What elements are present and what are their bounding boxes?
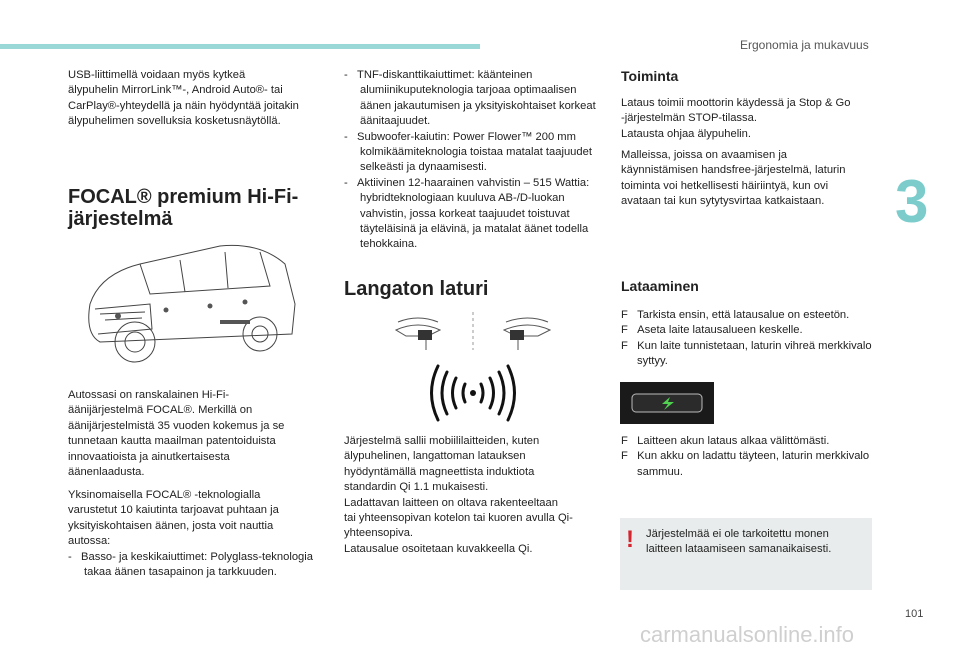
step-item — [621, 339, 879, 370]
speaker-list-item: - Aktiivinen 12-haarainen vahvistin – 515 Wattia: hybridteknologiaan kuuluva AB-/D-luokan vahvistin, jossa korkeat taajuudet toistuvat täyteläisinä ja elävinä, ja matalat äänet todella tehokkaina. — [344, 176, 590, 251]
intro-line: USB-liittimellä voidaan myös kytkeä — [68, 69, 246, 81]
text-line: äänijärjestelmistä 35 vuoden kokemus ja se — [68, 419, 285, 432]
wireless-charger-heading: Langaton laturi — [344, 278, 489, 300]
warning-note — [620, 518, 872, 590]
intro-line: älypuhelin MirrorLink™-, Android Auto®- tai — [68, 84, 283, 97]
text-line: yhteensopiva. — [344, 527, 414, 540]
focal-heading-line: FOCAL® premium Hi-Fi- — [68, 186, 299, 208]
step-text: Laitteen akun lataus alkaa välittömästi. — [637, 435, 830, 447]
warning-icon: ! — [626, 526, 634, 553]
operation-paragraph-2 — [621, 148, 881, 210]
page-number: 101 — [905, 608, 924, 620]
operation-heading: Toiminta — [621, 68, 679, 84]
text-line: varustetut 10 kaiutinta tarjoavat puhtaan ja — [68, 504, 279, 517]
text-line: laitteen lataamiseen samanaikaisesti. — [646, 543, 832, 556]
text-line: Ladattavan laitteen on oltava rakenteeltaan — [344, 496, 558, 509]
charger-indicator-photo — [620, 382, 714, 424]
speaker-list — [344, 68, 604, 253]
warning-text — [646, 527, 868, 558]
focal-heading-line: järjestelmä — [68, 208, 173, 230]
car-illustration — [70, 234, 302, 370]
step-text: Aseta laite latausalueen keskelle. — [637, 324, 803, 337]
text-line: -järjestelmän STOP-tilassa. — [621, 112, 757, 125]
step-text: Kun akku on ladattu täyteen, laturin merkkivalo sammuu. — [637, 450, 870, 478]
text-line: avataan tai kun sytytysvirtaa katkaistaan. — [621, 195, 825, 208]
speaker-list-item: - Basso- ja keskikaiuttimet: Polyglass-teknologia takaa äänen tasapainon ja tarkkuuden. — [68, 550, 313, 579]
step-text: Kun laite tunnistetaan, laturin vihreä merkkivalo syttyy. — [637, 339, 872, 368]
focal-heading — [68, 186, 328, 230]
focal-paragraph-1 — [68, 388, 328, 480]
intro-line: älypuhelimen sovelluksia kosketusnäytöllä. — [68, 115, 281, 128]
step-text: Tarkista ensin, että latausalue on esteetön. — [637, 309, 850, 321]
text-line: Latausta ohjaa älypuhelin. — [621, 127, 752, 140]
text-line: autossa: — [68, 535, 111, 548]
charging-steps-2 — [621, 434, 879, 480]
text-line: Järjestelmää ei ole tarkoitettu monen — [646, 528, 829, 540]
step-marker: F — [621, 450, 628, 463]
focal-paragraph-2 — [68, 488, 328, 580]
text-line: tunnetaan kautta maailman patentoiduista — [68, 435, 276, 448]
text-line: äänijärjestelmä FOCAL®. Merkillä on — [68, 404, 253, 417]
charging-indicator-icon — [620, 382, 714, 424]
charging-heading: Lataaminen — [621, 278, 699, 294]
text-line: yksityiskohtaisen äänen, josta voit nauttia — [68, 519, 274, 532]
step-item — [621, 308, 879, 323]
wireless-charging-icon — [425, 364, 521, 422]
speaker-list-item: - Subwoofer-kaiutin: Power Flower™ 200 mm kolmikäämiteknologia toistaa matalat taajuudet selkeästi ja dynaamisesti. — [344, 130, 592, 174]
text-line: Lataus toimii moottorin käydessä ja Stop & Go — [621, 97, 851, 109]
section-title: Ergonomia ja mukavuus — [740, 38, 869, 52]
header-accent-bar — [0, 44, 480, 49]
intro-line: CarPlay®-yhteydellä ja näin hyödyntää joitakin — [68, 99, 299, 112]
wireless-body — [344, 434, 604, 557]
text-line: äänenlaadusta. — [68, 466, 145, 479]
text-line: Malleissa, joissa on avaamisen ja — [621, 149, 788, 161]
step-marker: F — [621, 309, 628, 321]
intro-paragraph — [68, 68, 328, 130]
text-line: älypuhelinen, langattoman latauksen — [344, 450, 526, 463]
text-line: Yksinomaisella FOCAL® -teknologialla — [68, 489, 261, 501]
speaker-list-item: - TNF-diskanttikaiuttimet: käänteinen alumiinikuputeknologia tarjoaa optimaalisen äänen jakautumisen ja yksityiskohtaiset korkeat äänitaajuudet. — [344, 69, 596, 128]
text-line: Autossasi on ranskalainen Hi-Fi- — [68, 389, 230, 401]
text-line: Latausalue osoitetaan kuvakkeella Qi. — [344, 542, 533, 555]
step-item — [621, 449, 879, 480]
text-line: käynnistämisen handsfree-järjestelmä, laturin — [621, 164, 846, 177]
step-marker: F — [621, 435, 628, 447]
step-marker: F — [621, 339, 628, 352]
charger-location-illustration — [388, 310, 558, 352]
text-line: hyödyntämällä magneettista induktiota — [344, 465, 535, 478]
charging-steps-1 — [621, 308, 879, 370]
text-line: standardin Qi 1.1 mukaisesti. — [344, 481, 489, 494]
operation-paragraph-1 — [621, 96, 881, 142]
text-line: innovaatioista ja ainutkertaisesta — [68, 450, 230, 463]
step-item — [621, 434, 879, 449]
text-line: toiminta voi hetkellisesti häiriintyä, kun ovi — [621, 179, 829, 192]
watermark: carmanualsonline.info — [640, 622, 855, 647]
step-item — [621, 323, 879, 338]
step-marker: F — [621, 324, 628, 337]
chapter-number: 3 — [895, 168, 929, 235]
text-line: tai yhteensopivan kotelon tai kuoren avulla Qi- — [344, 512, 573, 525]
text-line: Järjestelmä sallii mobiililaitteiden, kuten — [344, 435, 540, 447]
